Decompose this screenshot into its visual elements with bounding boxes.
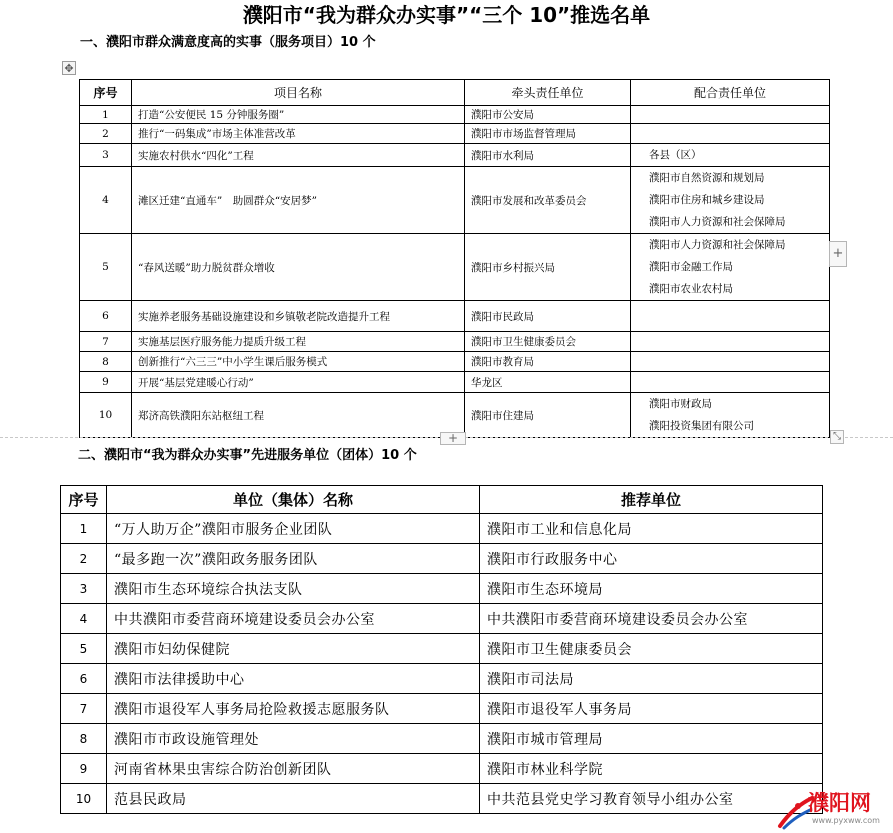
row-support-unit bbox=[631, 167, 830, 234]
row-support-unit bbox=[631, 352, 830, 372]
table-row bbox=[61, 784, 823, 814]
row-lead-unit: 濮阳市市场监督管理局 bbox=[465, 124, 631, 144]
table-move-handle-icon[interactable]: ✥ bbox=[62, 61, 76, 75]
units-table bbox=[60, 485, 823, 814]
row-unit-name: 濮阳市退役军人事务局抢险救援志愿服务队 bbox=[107, 694, 480, 724]
header-support-unit: 配合责任单位 bbox=[631, 80, 830, 106]
watermark-url: www.pyxww.com bbox=[812, 816, 880, 825]
row-recommender: 濮阳市行政服务中心 bbox=[480, 544, 823, 574]
row-unit-name: 濮阳市生态环境综合执法支队 bbox=[107, 574, 480, 604]
table-row bbox=[61, 664, 823, 694]
row-recommender: 濮阳市司法局 bbox=[480, 664, 823, 694]
row-recommender: 濮阳市生态环境局 bbox=[480, 574, 823, 604]
row-lead-unit: 濮阳市住建局 bbox=[465, 393, 631, 438]
section-1-heading: 一、濮阳市群众满意度高的实事（服务项目）10 个 bbox=[80, 35, 376, 50]
row-no: 6 bbox=[61, 664, 107, 694]
row-support-unit bbox=[631, 301, 830, 332]
row-no: 8 bbox=[80, 352, 132, 372]
support-unit-line: 濮阳市农业农村局 bbox=[649, 283, 733, 295]
row-unit-name: 濮阳市妇幼保健院 bbox=[107, 634, 480, 664]
row-no: 1 bbox=[61, 514, 107, 544]
watermark-site-name: 濮阳网 bbox=[808, 791, 871, 815]
row-lead-unit: 华龙区 bbox=[465, 372, 631, 393]
row-recommender: 中共范县党史学习教育领导小组办公室 bbox=[480, 784, 823, 814]
header-unit-name: 单位（集体）名称 bbox=[107, 486, 480, 514]
row-project-name: 实施基层医疗服务能力提质升级工程 bbox=[132, 332, 465, 352]
row-support-unit bbox=[631, 372, 830, 393]
row-no: 7 bbox=[61, 694, 107, 724]
row-support-unit bbox=[631, 332, 830, 352]
row-no: 9 bbox=[61, 754, 107, 784]
header-no: 序号 bbox=[61, 486, 107, 514]
row-unit-name: “最多跑一次”濮阳政务服务团队 bbox=[107, 544, 480, 574]
table-resize-handle-icon[interactable]: ⤡ bbox=[830, 430, 844, 444]
row-recommender: 中共濮阳市委营商环境建设委员会办公室 bbox=[480, 604, 823, 634]
row-project-name: 滩区迁建“直通车” 助圆群众“安居梦” bbox=[132, 167, 465, 234]
support-unit-line: 濮阳市自然资源和规划局 bbox=[649, 172, 765, 184]
document-title: 濮阳市“我为群众办实事”“三个 10”推选名单 bbox=[242, 3, 651, 27]
table-row bbox=[61, 724, 823, 754]
row-no: 1 bbox=[80, 106, 132, 124]
row-unit-name: “万人助万企”濮阳市服务企业团队 bbox=[107, 514, 480, 544]
row-support-unit bbox=[631, 234, 830, 301]
row-lead-unit: 濮阳市公安局 bbox=[465, 106, 631, 124]
table-row bbox=[61, 574, 823, 604]
row-project-name: 打造“公安便民 15 分钟服务圈” bbox=[132, 106, 465, 124]
row-support-unit bbox=[631, 106, 830, 124]
row-project-name: 郑济高铁濮阳东站枢纽工程 bbox=[132, 393, 465, 438]
row-project-name: 推行“一码集成”市场主体准营改革 bbox=[132, 124, 465, 144]
table-header-row bbox=[61, 486, 823, 514]
row-no: 4 bbox=[80, 167, 132, 234]
projects-table bbox=[79, 79, 830, 438]
table-row bbox=[80, 332, 830, 352]
row-unit-name: 范县民政局 bbox=[107, 784, 480, 814]
table-row bbox=[61, 754, 823, 784]
table-row bbox=[80, 124, 830, 144]
header-recommender: 推荐单位 bbox=[480, 486, 823, 514]
row-project-name: 实施农村供水“四化”工程 bbox=[132, 144, 465, 167]
row-lead-unit: 濮阳市发展和改革委员会 bbox=[465, 167, 631, 234]
row-recommender: 濮阳市林业科学院 bbox=[480, 754, 823, 784]
row-recommender: 濮阳市工业和信息化局 bbox=[480, 514, 823, 544]
row-lead-unit: 濮阳市水利局 bbox=[465, 144, 631, 167]
row-no: 8 bbox=[61, 724, 107, 754]
row-no: 3 bbox=[80, 144, 132, 167]
row-unit-name: 中共濮阳市委营商环境建设委员会办公室 bbox=[107, 604, 480, 634]
row-no: 6 bbox=[80, 301, 132, 332]
row-no: 2 bbox=[61, 544, 107, 574]
table-row bbox=[61, 514, 823, 544]
section-2-heading: 二、濮阳市“我为群众办实事”先进服务单位（团体）10 个 bbox=[78, 448, 417, 463]
row-lead-unit: 濮阳市乡村振兴局 bbox=[465, 234, 631, 301]
add-column-handle-icon[interactable]: + bbox=[829, 241, 847, 267]
header-lead-unit: 牵头责任单位 bbox=[465, 80, 631, 106]
row-lead-unit: 濮阳市教育局 bbox=[465, 352, 631, 372]
support-unit-line: 濮阳市人力资源和社会保障局 bbox=[649, 239, 786, 251]
row-no: 5 bbox=[61, 634, 107, 664]
table-row bbox=[80, 167, 830, 234]
row-no: 4 bbox=[61, 604, 107, 634]
row-recommender: 濮阳市城市管理局 bbox=[480, 724, 823, 754]
table-row bbox=[80, 106, 830, 124]
table-header-row bbox=[80, 80, 830, 106]
support-unit-line: 濮阳市金融工作局 bbox=[649, 261, 733, 273]
row-project-name: “春风送暖”助力脱贫群众增收 bbox=[132, 234, 465, 301]
header-no: 序号 bbox=[80, 80, 132, 106]
row-no: 5 bbox=[80, 234, 132, 301]
row-project-name: 实施养老服务基础设施建设和乡镇敬老院改造提升工程 bbox=[132, 301, 465, 332]
table-row bbox=[80, 144, 830, 167]
row-no: 10 bbox=[80, 393, 132, 438]
row-no: 9 bbox=[80, 372, 132, 393]
row-no: 3 bbox=[61, 574, 107, 604]
row-unit-name: 濮阳市法律援助中心 bbox=[107, 664, 480, 694]
table-row bbox=[61, 694, 823, 724]
row-project-name: 开展“基层党建暖心行动” bbox=[132, 372, 465, 393]
table-row bbox=[61, 634, 823, 664]
row-support-unit bbox=[631, 124, 830, 144]
support-unit-line: 濮阳市人力资源和社会保障局 bbox=[649, 216, 786, 228]
table-row bbox=[80, 301, 830, 332]
row-no: 2 bbox=[80, 124, 132, 144]
row-recommender: 濮阳市退役军人事务局 bbox=[480, 694, 823, 724]
support-unit-line: 濮阳投资集团有限公司 bbox=[649, 420, 754, 432]
table-row bbox=[80, 352, 830, 372]
support-unit-line: 濮阳市财政局 bbox=[649, 398, 712, 410]
row-lead-unit: 濮阳市卫生健康委员会 bbox=[465, 332, 631, 352]
row-recommender: 濮阳市卫生健康委员会 bbox=[480, 634, 823, 664]
row-project-name: 创新推行“六三三”中小学生课后服务模式 bbox=[132, 352, 465, 372]
header-project-name: 项目名称 bbox=[132, 80, 465, 106]
row-no: 7 bbox=[80, 332, 132, 352]
row-support-unit bbox=[631, 393, 830, 438]
table-row bbox=[61, 544, 823, 574]
row-unit-name: 河南省林果虫害综合防治创新团队 bbox=[107, 754, 480, 784]
table-row bbox=[61, 604, 823, 634]
row-unit-name: 濮阳市市政设施管理处 bbox=[107, 724, 480, 754]
support-unit-line: 濮阳市住房和城乡建设局 bbox=[649, 194, 765, 206]
row-lead-unit: 濮阳市民政局 bbox=[465, 301, 631, 332]
support-unit-line: 各县（区） bbox=[649, 149, 702, 161]
add-row-handle-icon[interactable]: + bbox=[440, 432, 466, 445]
row-support-unit bbox=[631, 144, 830, 167]
table-row bbox=[80, 372, 830, 393]
row-no: 10 bbox=[61, 784, 107, 814]
table-row bbox=[80, 234, 830, 301]
